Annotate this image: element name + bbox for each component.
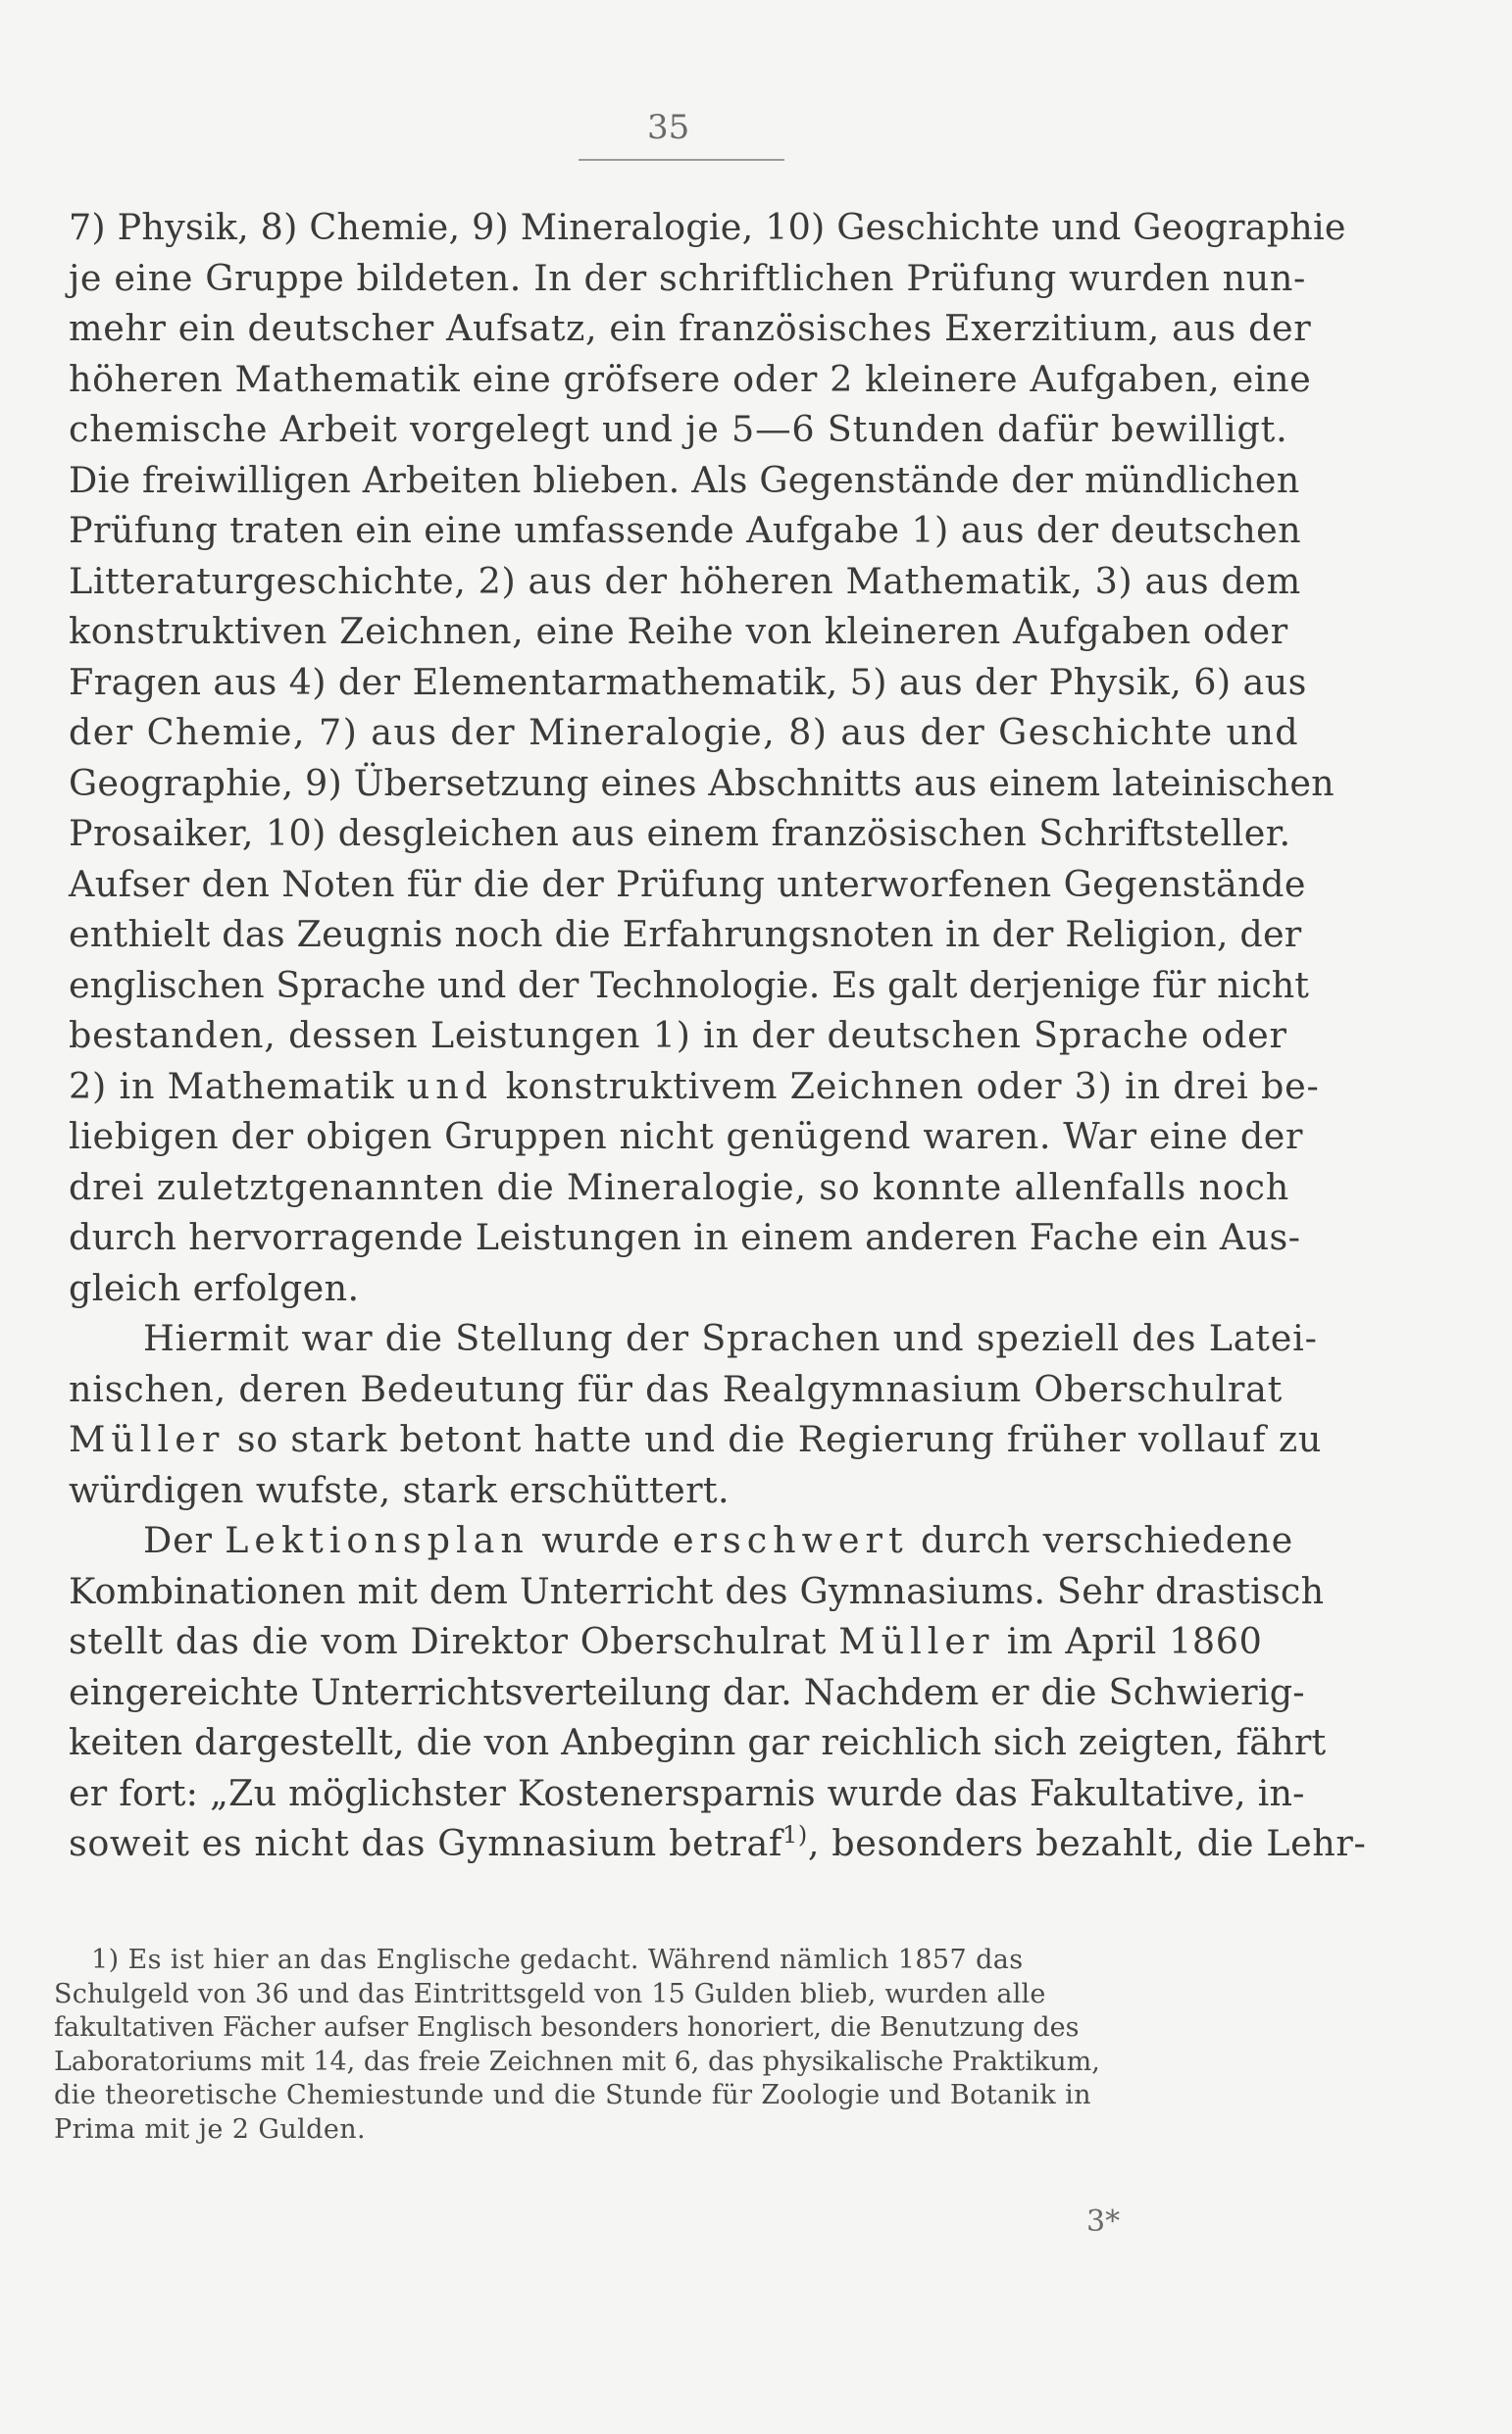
footnote-line: Schulgeld von 36 und das Eintrittsgeld von 15 Gulden blieb, wurden alle [54, 1978, 1046, 2009]
text-segment: so stark betont hatte und die Regierung früher vollauf zu [236, 1418, 1323, 1460]
signature-mark: 3* [1086, 2205, 1121, 2239]
emphasis-spaced: erschwert [672, 1519, 909, 1561]
footnote-line: die theoretische Chemiestunde und die Stunde für Zoologie und Botanik in [54, 2080, 1091, 2110]
footnotes [54, 1944, 1285, 2147]
text-line: Kombinationen mit dem Unterricht des Gymnasiums. Sehr drastisch [69, 1569, 1325, 1612]
text-line: Litteraturgeschichte, 2) aus der höheren Mathematik, 3) aus dem [69, 559, 1301, 602]
text-line [69, 1414, 1323, 1465]
text-line: mehr ein deutscher Aufsatz, ein französisches Exerzitium, aus der [69, 307, 1312, 349]
text-line: würdigen wufste, stark erschüttert. [69, 1468, 730, 1511]
text-line: er fort: „Zu möglichster Kostenersparnis wurde das Fakultative, in- [69, 1771, 1305, 1814]
text-segment: im April 1860 [1006, 1620, 1263, 1662]
text-line: höheren Mathematik eine gröfsere oder 2 kleinere Aufgaben, eine [69, 357, 1312, 400]
text-segment: durch verschiedene [921, 1519, 1294, 1561]
text-line: eingereichte Unterrichtsverteilung dar. Nachdem er die Schwierig- [69, 1670, 1305, 1713]
text-segment: soweit es nicht das Gymnasium betraf [69, 1822, 783, 1864]
page-number: 35 [647, 108, 690, 147]
footnote-line: Laboratoriums mit 14, das freie Zeichnen mit 6, das physikalische Praktikum, [54, 2046, 1100, 2077]
emphasis-spaced: und [406, 1064, 494, 1107]
text-line: keiten dargestellt, die von Anbeginn gar reichlich sich zeigten, fährt [69, 1721, 1327, 1763]
text-line: nischen, deren Bedeutung für das Realgymnasium Oberschulrat [69, 1367, 1284, 1410]
text-line: der Chemie, 7) aus der Mineralogie, 8) aus der Geschichte und [69, 711, 1300, 753]
text-line: 7) Physik, 8) Chemie, 9) Mineralogie, 10) Geschichte und Geographie [69, 206, 1346, 248]
text-line: liebigen der obigen Gruppen nicht genügend waren. War eine der [69, 1115, 1304, 1157]
text-line: drei zuletztgenannten die Mineralogie, so konnte allenfalls noch [69, 1165, 1290, 1208]
header-rule [579, 159, 784, 161]
text-line: enthielt das Zeugnis noch die Erfahrungsnoten in der Religion, der [69, 913, 1302, 955]
text-segment: konstruktivem Zeichnen oder 3) in drei be- [505, 1064, 1320, 1107]
text-line: Die freiwilligen Arbeiten blieben. Als Gegenstände der mündlichen [69, 458, 1300, 501]
footnote-reference: 1) [782, 1820, 808, 1849]
text-line: chemische Arbeit vorgelegt und je 5—6 Stunden dafür bewilligt. [69, 408, 1288, 450]
text-segment: wurde [541, 1519, 661, 1561]
emphasis-spaced: Müller [69, 1418, 226, 1460]
text-line: englischen Sprache und der Technologie. Es galt derjenige für nicht [69, 963, 1309, 1006]
text-line [69, 1061, 1320, 1112]
footnote-line: 1) Es ist hier an das Englische gedacht. Während nämlich 1857 das [91, 1945, 1024, 1975]
text-line [69, 1818, 1367, 1869]
text-line: Aufser den Noten für die der Prüfung unterworfenen Gegenstände [69, 862, 1306, 905]
text-segment: , besonders bezahlt, die Lehr- [807, 1822, 1367, 1864]
text-line: Hiermit war die Stellung der Sprachen und speziell des Latei- [143, 1317, 1318, 1359]
text-line [69, 1616, 1300, 1667]
text-line: Fragen aus 4) der Elementarmathematik, 5) aus der Physik, 6) aus [69, 660, 1307, 703]
text-line: gleich erfolgen. [69, 1266, 360, 1309]
main-text [69, 202, 1367, 1869]
footnote-line: Prima mit je 2 Gulden. [54, 2113, 366, 2145]
text-segment: 2) in Mathematik [69, 1064, 395, 1107]
text-line: konstruktiven Zeichnen, eine Reihe von kleineren Aufgaben oder [69, 610, 1288, 652]
text-line: Prosaiker, 10) desgleichen aus einem französischen Schriftsteller. [69, 812, 1291, 854]
text-segment: stellt das die vom Direktor Oberschulrat [69, 1620, 827, 1662]
text-segment: Der [143, 1519, 213, 1561]
text-line [69, 1515, 1300, 1566]
text-line: durch hervorragende Leistungen in einem anderen Fache ein Aus- [69, 1216, 1301, 1258]
text-line: Geographie, 9) Übersetzung eines Abschnitts aus einem lateinischen [69, 761, 1335, 804]
emphasis-spaced: Müller [838, 1620, 995, 1662]
text-line: je eine Gruppe bildeten. In der schriftlichen Prüfung wurden nun- [69, 256, 1306, 299]
text-line: bestanden, dessen Leistungen 1) in der deutschen Sprache oder [69, 1014, 1287, 1056]
text-line: Prüfung traten ein eine umfassende Aufgabe 1) aus der deutschen [69, 509, 1302, 551]
emphasis-spaced: Lektionsplan [225, 1519, 529, 1561]
footnote-line: fakultativen Fächer aufser Englisch besonders honoriert, die Benutzung des [54, 2012, 1080, 2043]
